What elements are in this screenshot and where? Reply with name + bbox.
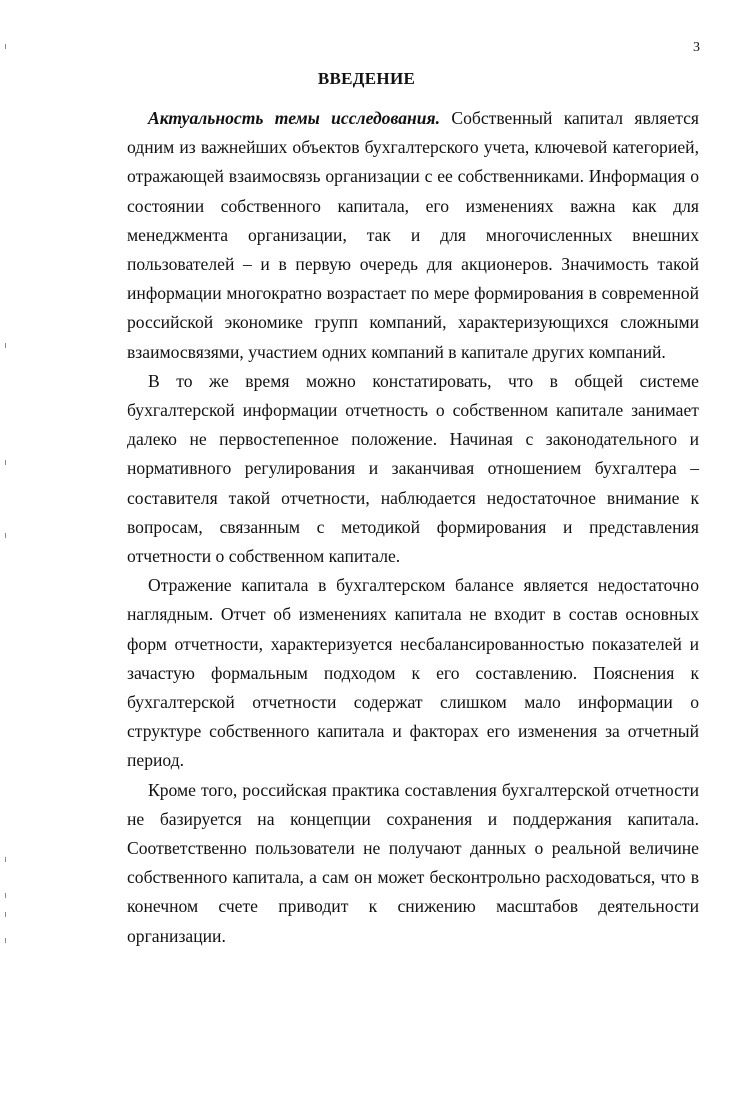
scan-edge-marks: [0, 0, 12, 1100]
paragraph-text: Собственный капитал является одним из важнейших объектов бухгалтерского учета, ключевой категорией, отражающей взаимосвязь организации с ее собственниками. Информация о состоянии собственного капитала, его изменениях важна как для менеджмента организации, так и для многочисленных внешних пользователей – и в первую очередь для акционеров. Значимость такой информации многократно возрастает по мере формирования в современной российской экономике групп компаний, характеризующихся сложными взаимосвязями, участием одних компаний в капитале других компаний.: [127, 108, 700, 362]
scan-mark: [5, 938, 6, 943]
paragraph-lead: Актуальность темы исследования.: [148, 108, 441, 128]
paragraph-balance-sheet: Отражение капитала в бухгалтерском балансе является недостаточно наглядным. Отчет об изменениях капитала не входит в состав основных форм отчетности, характеризуется несбалансированностью показателей и зачастую формальным подходом к его составлению. Пояснения к бухгалтерской отчетности содержат слишком мало информации о структуре собственного капитала и факторах его изменения за отчетный период.: [127, 575, 699, 771]
page-title: ВВЕДЕНИЕ: [317, 69, 416, 88]
scan-mark: [5, 912, 6, 917]
paragraph-relevance: [127, 104, 699, 367]
document-body: [127, 104, 699, 951]
paragraph-capital-maintenance: Кроме того, российская практика составления бухгалтерской отчетности не базируется на концепции сохранения и поддержания капитала. Соответственно пользователи не получают данных о реальной величине собственного капитала, а сам он может бесконтрольно расходоваться, что в конечном счете приводит к снижению масштабов деятельности организации.: [127, 779, 699, 946]
scan-mark: [5, 857, 6, 862]
scan-mark: [5, 893, 6, 898]
scan-mark: [5, 44, 6, 49]
scan-mark: [5, 460, 6, 465]
scan-mark: [5, 343, 6, 348]
paragraph-reporting-status: В то же время можно констатировать, что в общей системе бухгалтерской информации отчетность о собственном капитале занимает далеко не первостепенное положение. Начиная с законодательного и нормативного регулирования и заканчивая отношением бухгалтера – составителя такой отчетности, наблюдается недостаточное внимание к вопросам, связанным с методикой формирования и представления отчетности о собственном капитале.: [127, 370, 699, 567]
page-number: 3: [693, 40, 700, 55]
scan-mark: [5, 533, 6, 538]
